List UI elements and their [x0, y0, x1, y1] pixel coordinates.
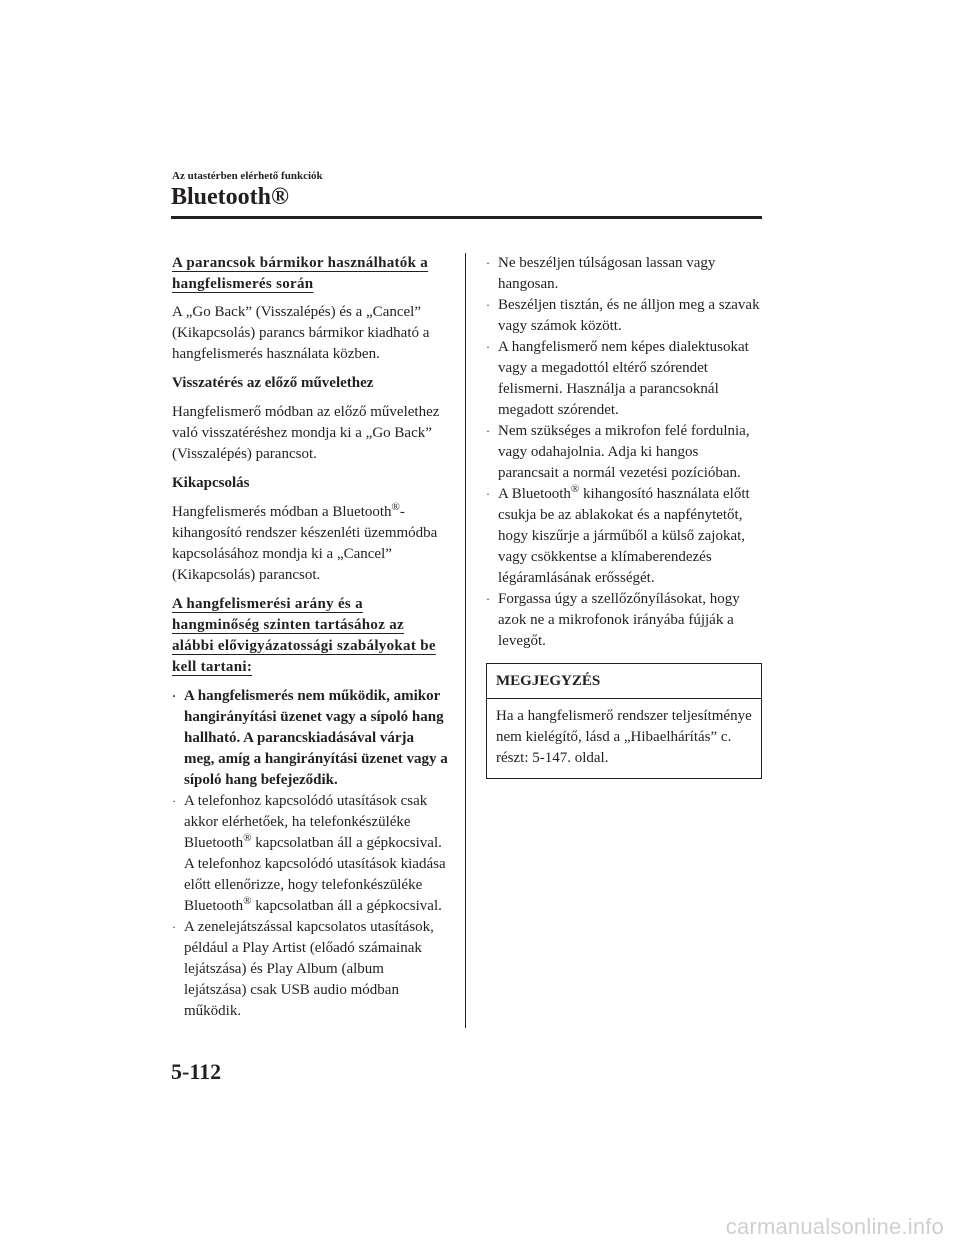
page-number: 5-112 — [171, 1059, 222, 1084]
list-item: · A hangfelismerő nem képes dialektusokat vagy a megadottól eltérő szórendet felismerni. Használja a parancsoknál megadott szórendet. — [486, 339, 749, 418]
list-item: · Ne beszéljen túlságosan lassan vagy hangosan. — [486, 255, 716, 292]
heading-recognition-quality: A hangfelismerési arány és a hangminőség szinten tartásához az alábbi elővigyázatossági szabályokat be kell tartani: — [172, 596, 436, 675]
header-rule — [171, 216, 762, 219]
section-label: Az utastérben elérhető funkciók — [172, 170, 323, 182]
bullet-icon: · — [486, 298, 490, 312]
paragraph-go-back-cancel: A „Go Back” (Visszalépés) és a „Cancel” (Kikapcsolás) parancs bármikor kiadható a hangfelismerés használata közben. — [172, 304, 430, 362]
bullet-icon: · — [486, 340, 490, 354]
paragraph-return: Hangfelismerő módban az előző művelethez való visszatéréshez mondja ki a „Go Back” (Visszalépés) parancsot. — [172, 404, 440, 462]
bullet-icon: · — [172, 689, 177, 703]
list-item: · Beszéljen tisztán, és ne álljon meg a szavak vagy számok között. — [486, 297, 760, 334]
chapter-title: Bluetooth® — [171, 184, 289, 210]
list-item: · Forgassa úgy a szellőzőnyílásokat, hogy azok ne a mikrofonok irányába fújják a levegőt. — [486, 591, 740, 649]
bullet-icon: · — [172, 794, 176, 808]
note-box — [486, 663, 762, 779]
right-column — [486, 253, 762, 779]
note-body: Ha a hangfelismerő rendszer teljesítménye nem kielégítő, lásd a „Hibaelhárítás” c. részt: 5-147. oldal. — [496, 708, 752, 766]
heading-commands-anytime: A parancsok bármikor használhatók a hangfelismerés során — [172, 255, 429, 292]
watermark: carmanualsonline.info — [725, 1214, 944, 1239]
list-item: · A telefonhoz kapcsolódó utasítások csak akkor elérhetőek, ha telefonkészüléke Bluetooth® kapcsolatban áll a gépkocsival. A telefonhoz kapcsolódó utasítások kiadása előtt ellenőrizze, hogy telefonkészüléke Bluetooth® kapcsolatban áll a gépkocsival. — [172, 793, 446, 914]
list-item: · A zenelejátszással kapcsolatos utasítások, például a Play Artist (előadó számainak lejátszása) és Play Album (album lejátszása) csak USB audio módban működik. — [172, 919, 434, 1019]
bullet-icon: · — [172, 920, 176, 934]
bullet-icon: · — [486, 592, 490, 606]
list-item: · A Bluetooth® kihangosító használata előtt csukja be az ablakokat és a napfénytetőt, hogy kiszűrje a járműből a külső zajokat, vagy csökkentse a klímaberendezés légáramlásának erősségét. — [486, 483, 750, 586]
bullet-icon: · — [486, 256, 490, 270]
bullet-icon: · — [486, 424, 490, 438]
precautions-list — [172, 686, 448, 1022]
note-title: MEGJEGYZÉS — [487, 664, 761, 699]
column-divider — [465, 253, 466, 1028]
bullet-icon: · — [486, 487, 490, 501]
left-column — [172, 253, 448, 1022]
subheading-cancel: Kikapcsolás — [172, 475, 250, 491]
list-item: · A hangfelismerés nem működik, amikor hangirányítási üzenet vagy a sípoló hang hallható. A parancskiadásával várja meg, amíg a hangirányítási üzenet vagy a sípoló hang befejeződik. — [172, 688, 448, 788]
paragraph-cancel: Hangfelismerés módban a Bluetooth®-kihangosító rendszer készenléti üzemmódba kapcsolásához mondja ki a „Cancel” (Kikapcsolás) parancsot. — [172, 501, 438, 583]
list-item: · Nem szükséges a mikrofon felé fordulnia, vagy odahajolnia. Adja ki hangos parancsait a normál vezetési pozícióban. — [486, 423, 750, 481]
subheading-return: Visszatérés az előző művelethez — [172, 375, 374, 391]
speaking-tips-list — [486, 253, 762, 652]
